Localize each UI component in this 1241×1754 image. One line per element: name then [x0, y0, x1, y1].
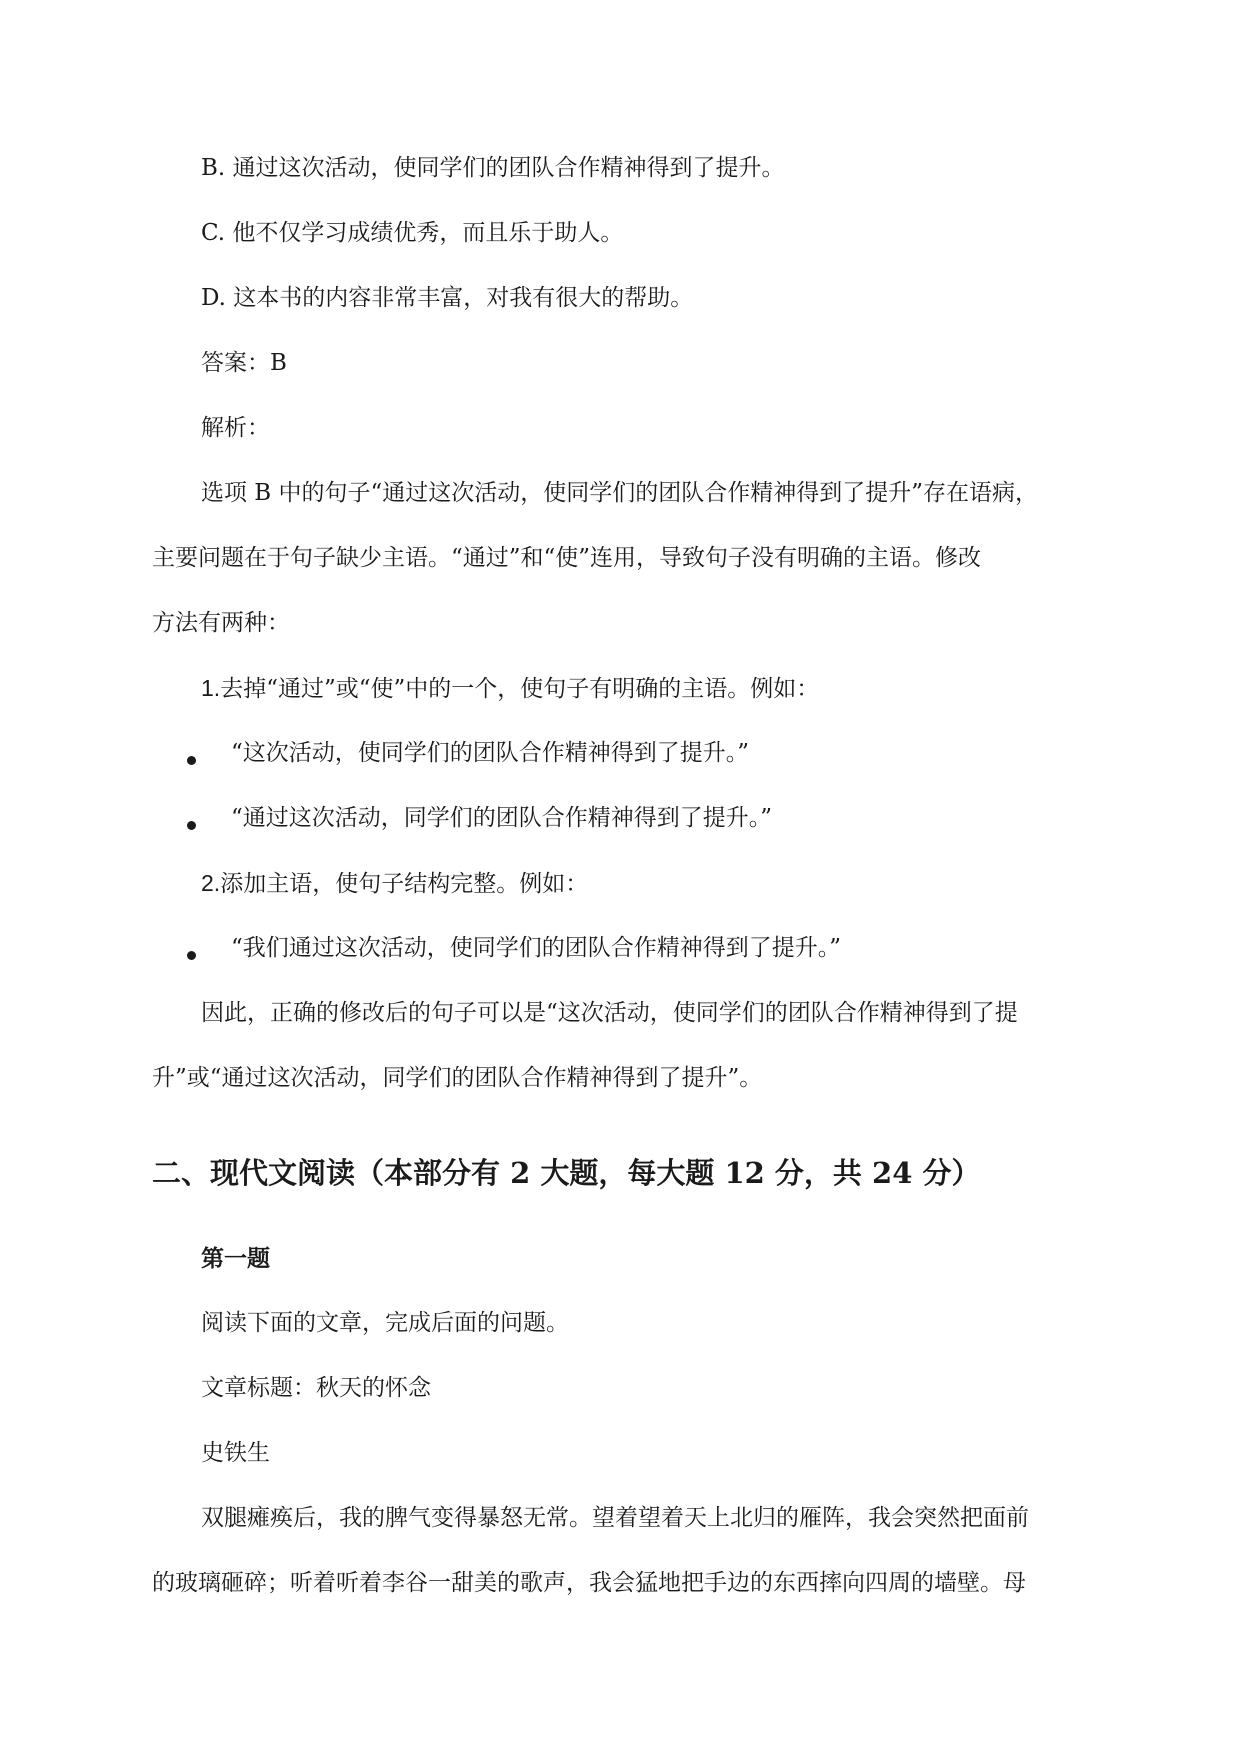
- method-1-example-2: “通过这次活动，同学们的团队合作精神得到了提升。”: [231, 805, 773, 831]
- article-author: 史铁生: [201, 1440, 270, 1466]
- bullet-icon: [187, 821, 196, 830]
- method-2-text: 添加主语，使句子结构完整。例如：: [220, 871, 589, 897]
- analysis-paragraph-line-2: 主要问题在于句子缺少主语。“通过”和“使”连用，导致句子没有明确的主语。修改: [152, 545, 982, 571]
- reading-instruction: 阅读下面的文章，完成后面的问题。: [201, 1310, 569, 1336]
- article-title: 文章标题：秋天的怀念: [201, 1375, 431, 1401]
- method-2: [201, 867, 588, 900]
- option-c: C. 他不仅学习成绩优秀，而且乐于助人。: [201, 220, 624, 246]
- method-1-text: 去掉“通过”或“使”中的一个，使句子有明确的主语。例如：: [220, 676, 820, 702]
- method-2-example-1: “我们通过这次活动，使同学们的团队合作精神得到了提升。”: [231, 935, 842, 961]
- article-paragraph-line-1: 双腿瘫痪后，我的脾气变得暴怒无常。望着望着天上北归的雁阵，我会突然把面前: [201, 1505, 1029, 1531]
- method-1: [201, 672, 819, 705]
- conclusion-line-1: 因此，正确的修改后的句子可以是“这次活动，使同学们的团队合作精神得到了提: [201, 1000, 1018, 1026]
- analysis-paragraph-line-1: 选项 B 中的句子“通过这次活动，使同学们的团队合作精神得到了提升”存在语病，: [201, 480, 1039, 506]
- bullet-icon: [187, 951, 196, 960]
- method-2-number: 2.: [201, 870, 221, 896]
- conclusion-line-2: 升”或“通过这次活动，同学们的团队合作精神得到了提升”。: [152, 1065, 763, 1091]
- question-title: 第一题: [201, 1245, 270, 1272]
- analysis-paragraph-line-3: 方法有两种：: [152, 610, 290, 636]
- method-1-example-1: “这次活动，使同学们的团队合作精神得到了提升。”: [231, 740, 750, 766]
- option-b: B. 通过这次活动，使同学们的团队合作精神得到了提升。: [201, 155, 785, 181]
- option-d: D. 这本书的内容非常丰富，对我有很大的帮助。: [201, 285, 694, 311]
- method-1-number: 1.: [201, 675, 221, 701]
- section-heading: 二、现代文阅读（本部分有 2 大题，每大题 12 分，共 24 分）: [152, 1156, 981, 1190]
- analysis-label: 解析：: [201, 415, 270, 441]
- article-paragraph-line-2: 的玻璃砸碎；听着听着李谷一甜美的歌声，我会猛地把手边的东西摔向四周的墙壁。母: [152, 1570, 1026, 1596]
- bullet-icon: [187, 756, 196, 765]
- answer-line: 答案：B: [201, 350, 287, 376]
